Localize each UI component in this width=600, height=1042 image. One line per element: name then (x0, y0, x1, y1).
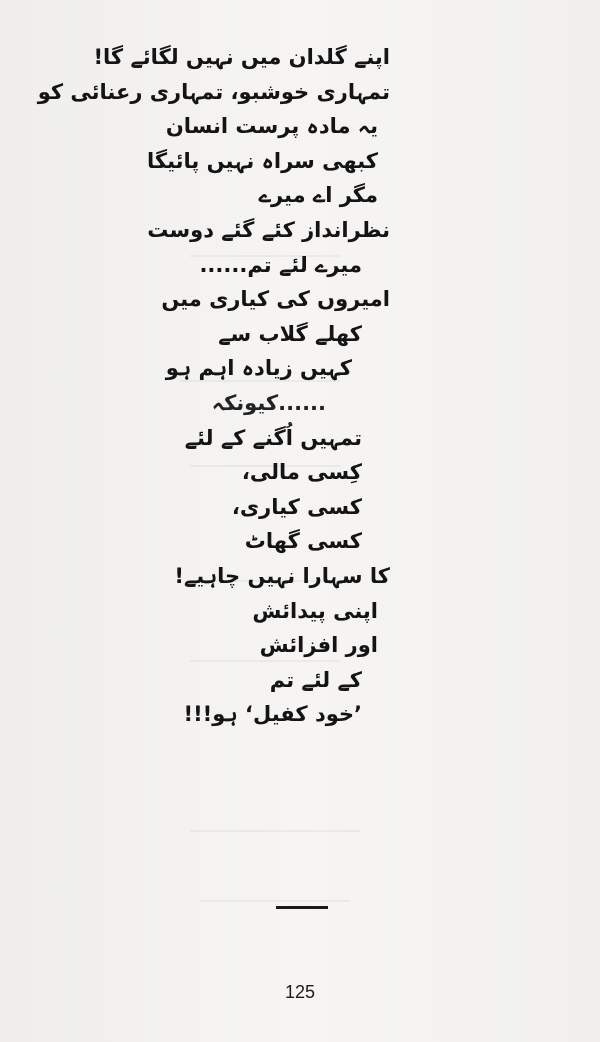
poem-line: کے لئے تم (269, 667, 362, 692)
poem-line: میرے لئے تم...... (199, 252, 362, 277)
poem-line: کسی گھاٹ (244, 529, 362, 554)
poem-line: ......کیونکہ (211, 390, 326, 415)
poem-line: تمہاری خوشبو، تمہاری رعنائی کو (37, 79, 390, 104)
poem-line: کِسی مالی، (241, 460, 362, 485)
poem-line: اپنے گلدان میں نہیں لگائے گا! (93, 45, 390, 69)
show-through-mark (200, 900, 350, 902)
poem-line: کہیں زیادہ اہم ہو (165, 356, 352, 381)
poem-line: امیروں کی کیاری میں (161, 287, 390, 312)
poem-line: تمہیں اُگنے کے لئے (184, 425, 362, 450)
poem-body (30, 40, 390, 732)
poem-line: ’خود کفیل‘ ہو!!! (183, 702, 362, 727)
poem-line: نظرانداز کئے گئے دوست (147, 217, 390, 242)
end-rule (276, 906, 328, 909)
page-number: 125 (284, 982, 316, 1002)
poem-line: یہ مادہ پرست انسان (165, 114, 378, 139)
poem-line: اور افزائش (259, 633, 378, 658)
poem-line: کا سہارا نہیں چاہیے! (174, 563, 390, 588)
poem-line: کسی کیاری، (231, 494, 362, 519)
poem-line: کھلے گلاب سے (218, 321, 362, 346)
poem-line: کبھی سراہ نہیں پائیگا (146, 148, 378, 173)
poem-line: اپنی پیدائش (252, 598, 378, 623)
show-through-mark (190, 830, 360, 832)
poem-line: مگر اے میرے (258, 183, 378, 208)
